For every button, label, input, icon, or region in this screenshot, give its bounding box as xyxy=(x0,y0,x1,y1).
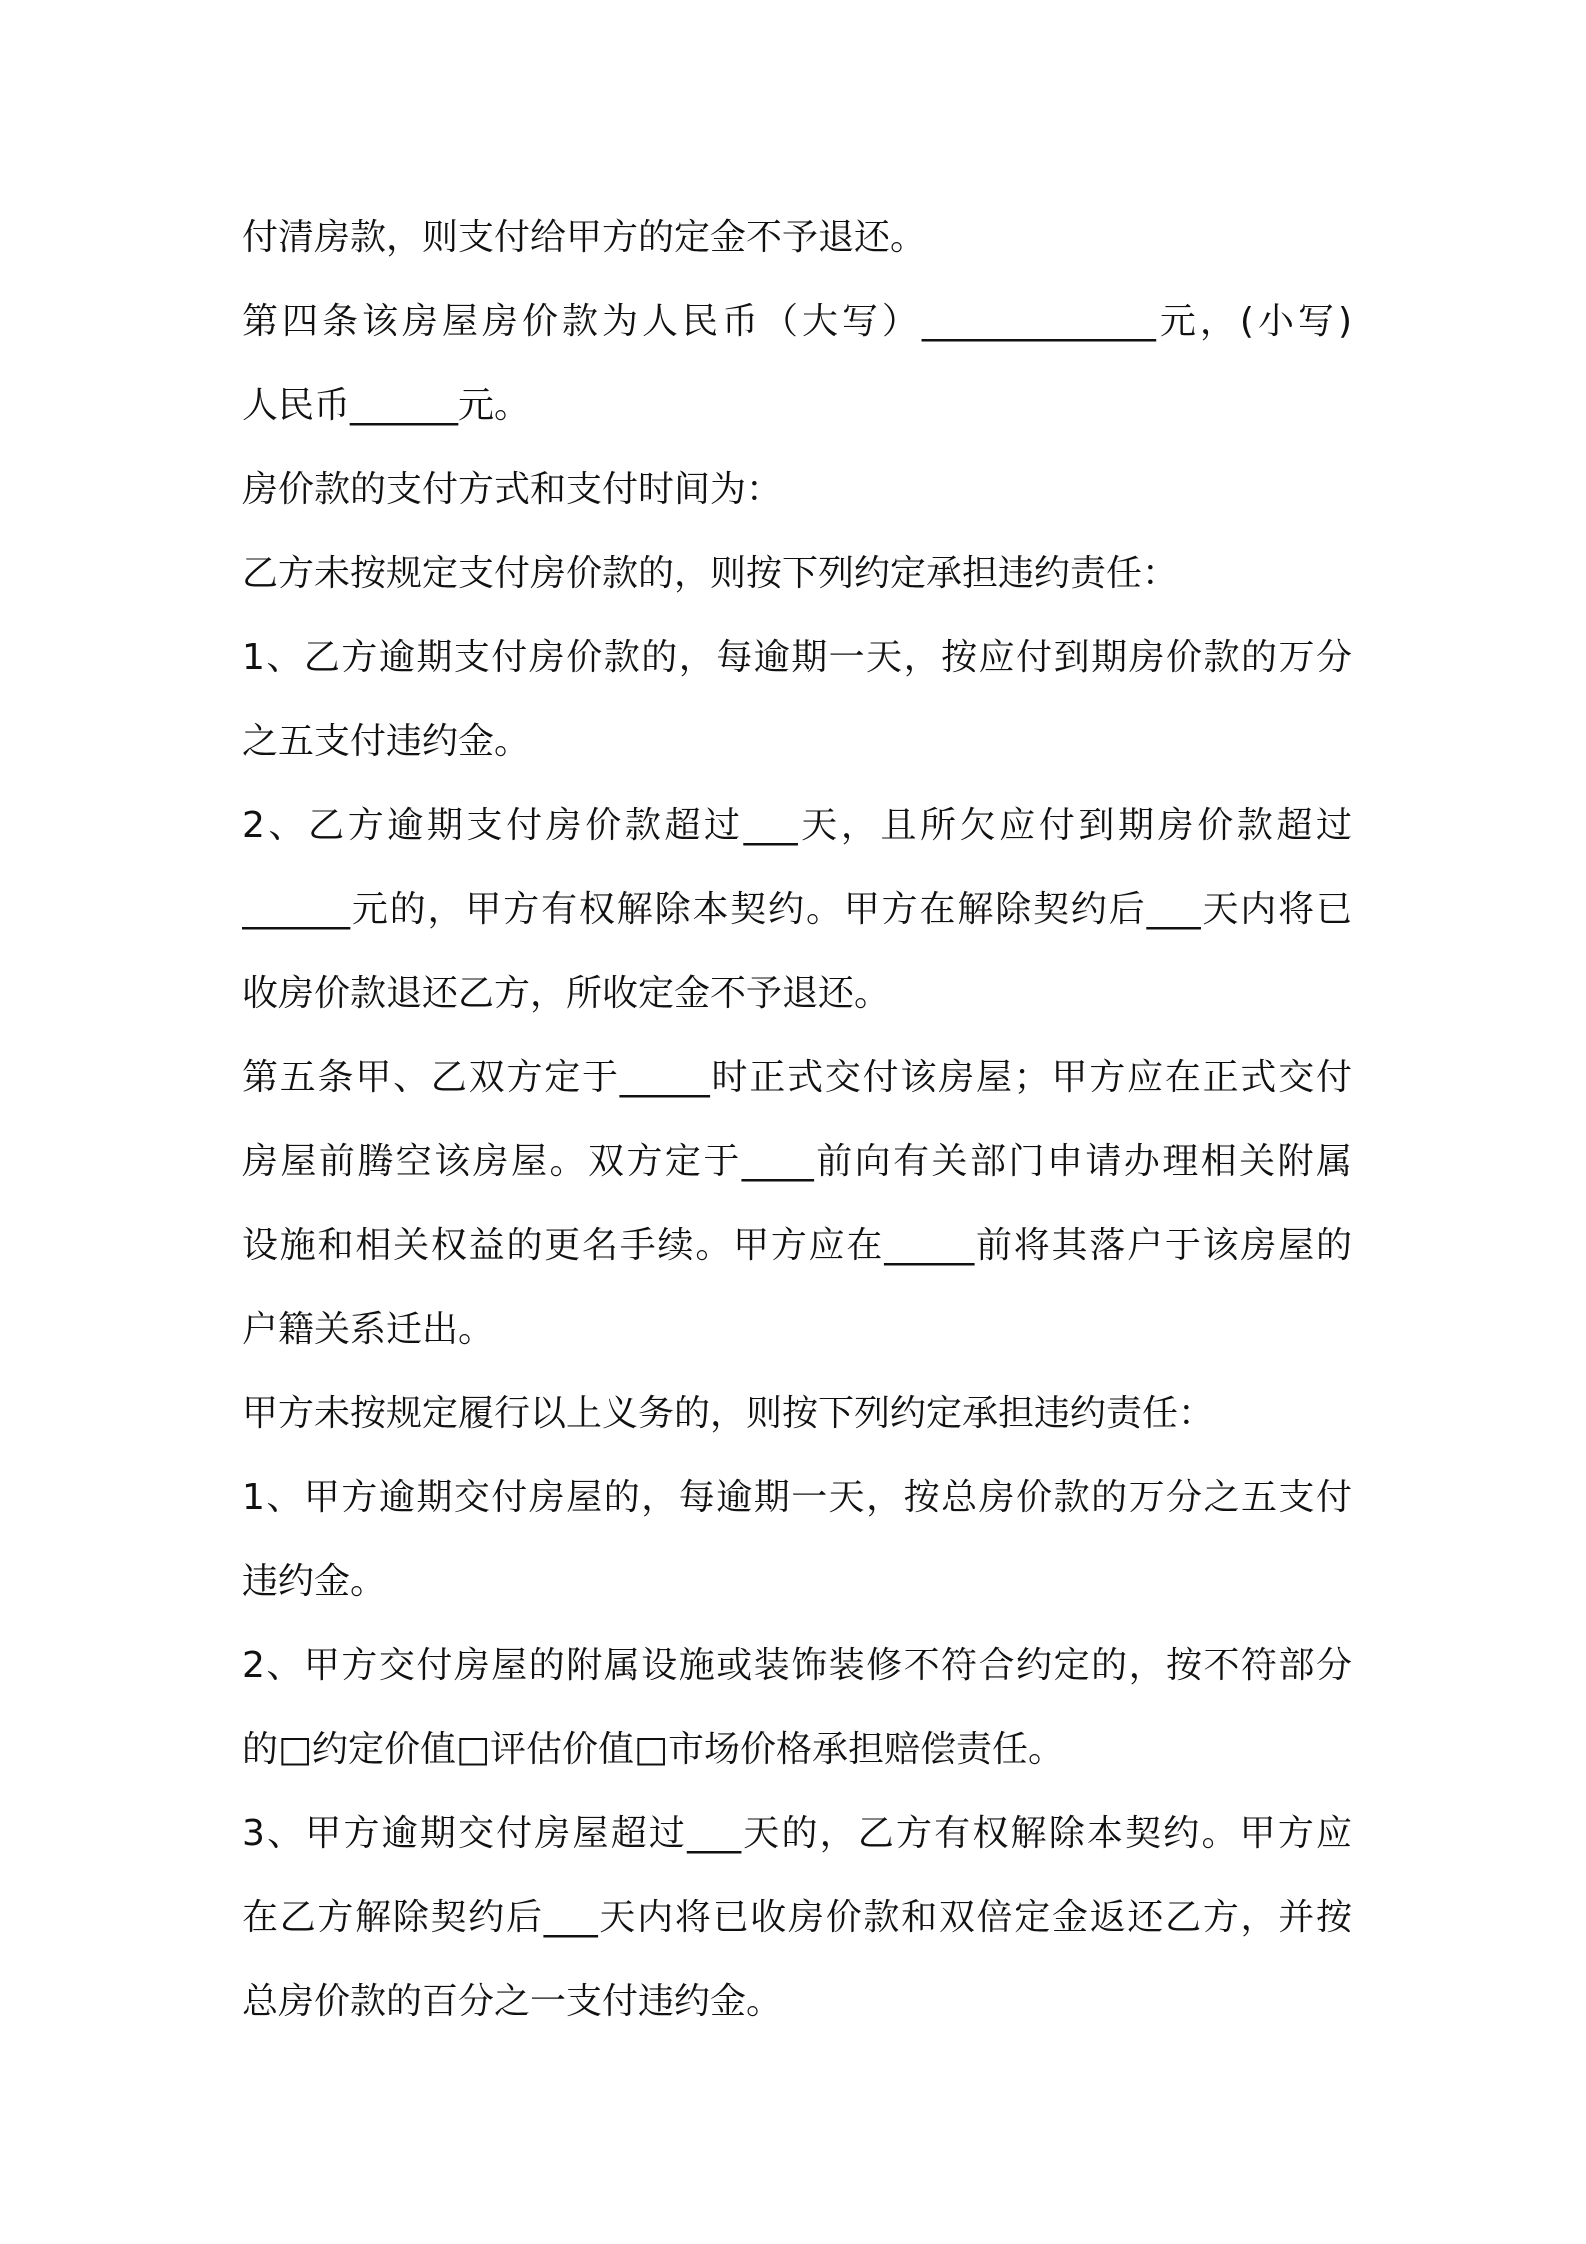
text-line: 户籍关系迁出。 xyxy=(242,1309,495,1350)
text-line: 3、甲方逾期交付房屋超过___天的，乙方有权解除本契约。甲方应 xyxy=(242,1813,1352,1854)
text-line: 房屋前腾空该房屋。双方定于____前向有关部门申请办理相关附属 xyxy=(242,1141,1352,1182)
text-line: 乙方未按规定支付房价款的，则按下列约定承担违约责任： xyxy=(242,553,1179,594)
document-body xyxy=(242,196,1352,2044)
text-line: 1、乙方逾期支付房价款的，每逾期一天，按应付到期房价款的万分 xyxy=(242,637,1352,678)
text-line: 违约金。 xyxy=(242,1561,387,1602)
text-line: 总房价款的百分之一支付违约金。 xyxy=(242,1981,783,2022)
text-line: 甲方未按规定履行以上义务的，则按下列约定承担违约责任： xyxy=(242,1393,1215,1434)
text-line: 房价款的支付方式和支付时间为： xyxy=(242,469,783,510)
text-line: 2、乙方逾期支付房价款超过___天，且所欠应付到期房价款超过 xyxy=(242,805,1352,846)
text-line: 收房价款退还乙方，所收定金不予退还。 xyxy=(242,973,891,1014)
text-line: 人民币______元。 xyxy=(242,385,531,426)
text-line: 第五条甲、乙双方定于_____时正式交付该房屋；甲方应在正式交付 xyxy=(242,1057,1352,1098)
text-line: 2、甲方交付房屋的附属设施或装饰装修不符合约定的，按不符部分 xyxy=(242,1645,1352,1686)
text-line: 第四条该房屋房价款为人民币（大写）_____________元，(小写) xyxy=(242,301,1352,342)
text-line: 1、甲方逾期交付房屋的，每逾期一天，按总房价款的万分之五支付 xyxy=(242,1477,1352,1518)
text-line: 付清房款，则支付给甲方的定金不予退还。 xyxy=(242,217,927,258)
text-line: 之五支付违约金。 xyxy=(242,721,531,762)
text-line: 在乙方解除契约后___天内将已收房价款和双倍定金返还乙方，并按 xyxy=(242,1897,1352,1938)
text-line: 的□约定价值□评估价值□市场价格承担赔偿责任。 xyxy=(242,1729,1065,1770)
text-line: 设施和相关权益的更名手续。甲方应在_____前将其落户于该房屋的 xyxy=(242,1225,1352,1266)
text-line: ______元的，甲方有权解除本契约。甲方在解除契约后___天内将已 xyxy=(242,889,1352,930)
